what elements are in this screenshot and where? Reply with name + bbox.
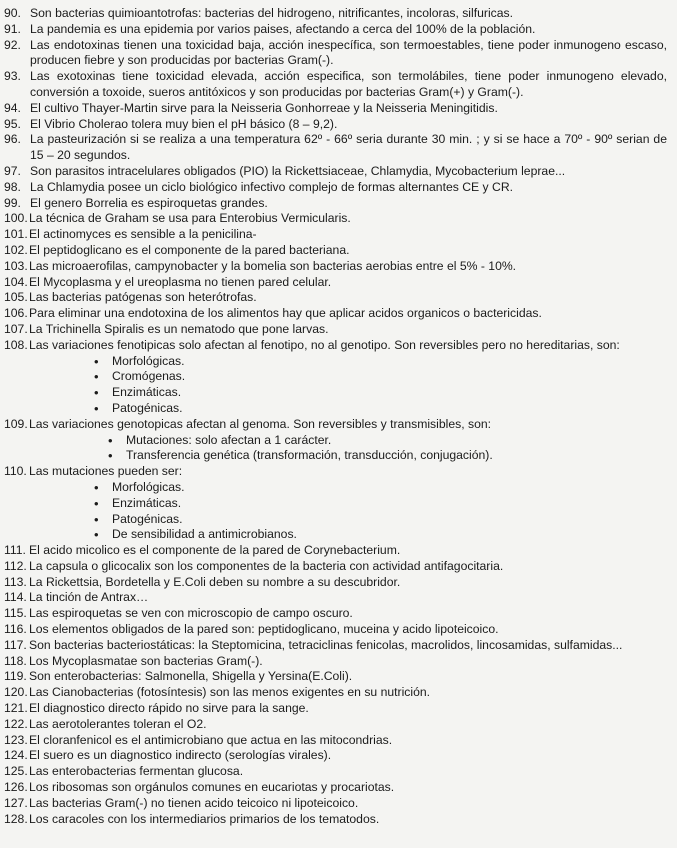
list-item [4, 622, 667, 638]
item-text: El Mycoplasma y el ureoplasma no tienen pared celular. [29, 274, 332, 289]
list-item [4, 322, 667, 338]
sub-list-item: • Cromógenas. [94, 369, 667, 385]
list-item [4, 575, 667, 591]
item-text: Las exotoxinas tiene toxicidad elevada, acción especifica, son termolábiles, tiene poder inmunogeno elevado, conversión a toxoide, sueros antitóxicos y son producidas por bacterias Gram(+) y Gram(-). [30, 69, 667, 99]
sub-list-item: • Enzimáticas. [94, 496, 667, 512]
item-number: 125. [4, 764, 28, 779]
item-text: El peptidoglicano es el componente de la pared bacteriana. [29, 242, 350, 257]
list-item [4, 733, 667, 749]
item-text: Los elementos obligados de la pared son: peptidoglicano, muceina y acido lipoteicoico. [29, 622, 499, 637]
item-number: 121. [4, 701, 28, 716]
item-text: La Chlamydia posee un ciclo biológico infectivo complejo de formas alternantes CE y CR. [30, 179, 514, 194]
item-number: 104. [4, 274, 28, 289]
item-number: 102. [4, 242, 28, 257]
item-number: 110. [4, 464, 27, 479]
list-item [4, 117, 667, 133]
item-number: 106. [4, 306, 28, 321]
list-item [4, 590, 667, 606]
item-text: La Trichinella Spiralis es un nematodo que pone larvas. [29, 321, 329, 336]
list-item [4, 764, 667, 780]
item-text: El cloranfenicol es el antimicrobiano que actua en las mitocondrias. [29, 732, 393, 747]
list-item [4, 464, 667, 480]
item-number: 113. [4, 574, 27, 589]
list-item [4, 101, 667, 117]
list-item [4, 196, 667, 212]
list-item [4, 211, 667, 227]
item-number: 107. [4, 321, 28, 336]
list-item [4, 132, 667, 164]
item-text: Las espiroquetas se ven con microscopio de campo oscuro. [29, 606, 353, 621]
item-text: La Rickettsia, Bordetella y E.Coli deben su nombre a su descubridor. [29, 574, 401, 589]
item-text: El acido micolico es el componente de la pared de Corynebacterium. [29, 543, 401, 558]
list-item [4, 638, 667, 654]
list-item [4, 22, 667, 38]
item-text: Son parasitos intracelulares obligados (PIO) la Rickettsiaceae, Chlamydia, Mycobacterium leprae... [30, 163, 566, 178]
item-number: 109. [4, 416, 28, 431]
item-text: La pasteurización si se realiza a una temperatura 62º - 66º seria durante 30 min. ; y si se hace a 70º - 90º serian de 15 – 20 segundos. [30, 132, 667, 163]
list-item [4, 417, 667, 433]
list-item [4, 38, 667, 70]
item-text: Las bacterias Gram(-) no tienen acido teicoico ni lipoteicoico. [29, 795, 359, 810]
list-item [4, 796, 667, 812]
item-text: Las Cianobacterias (fotosíntesis) son las menos exigentes en su nutrición. [29, 685, 431, 700]
item-number: 122. [4, 716, 28, 731]
item-number: 128. [4, 811, 28, 826]
numbered-list [4, 6, 667, 827]
item-text: Las microaerofilas, campynobacter y la bomelia son bacterias aerobias entre el 5% - 10%. [29, 258, 517, 273]
item-text: La capsula o glicocalix son los componentes de la bacteria con actividad antifagocitaria. [29, 558, 504, 573]
list-item [4, 259, 667, 275]
item-text: Para eliminar una endotoxina de los alimentos hay que aplicar acidos organicos o bactericidas. [29, 306, 542, 321]
item-text: El Vibrio Cholerao tolera muy bien el pH básico (8 – 9,2). [30, 116, 338, 131]
item-text: El genero Borrelia es espiroquetas grandes. [30, 195, 268, 210]
list-item [4, 669, 667, 685]
item-number: 115. [4, 606, 27, 621]
item-number: 123. [4, 732, 28, 747]
item-number: 90. [4, 6, 21, 20]
list-item [4, 6, 667, 22]
list-item [4, 701, 667, 717]
item-text: La tinción de Antrax… [29, 590, 149, 605]
item-text: Las bacterias patógenas son heterótrofas. [29, 290, 257, 305]
item-text: Las mutaciones pueden ser: [29, 464, 183, 479]
list-item [4, 306, 667, 322]
item-number: 101. [4, 227, 28, 242]
item-number: 100. [4, 211, 28, 226]
item-text: La técnica de Graham se usa para Enterobius Vermicularis. [29, 211, 351, 226]
list-item [4, 606, 667, 622]
list-item [4, 748, 667, 764]
item-number: 120. [4, 685, 28, 700]
item-number: 117. [4, 637, 27, 652]
item-number: 119. [4, 669, 27, 684]
list-item [4, 685, 667, 701]
list-item [4, 717, 667, 733]
item-text: El actinomyces es sensible a la penicilina- [29, 227, 257, 242]
list-item [4, 290, 667, 306]
item-text: Son bacterias quimioantotrofas: bacterias del hidrogeno, nitrificantes, incoloras, silfuricas. [30, 6, 514, 20]
sub-list-item: • Mutaciones: solo afectan a 1 carácter. [108, 433, 667, 449]
item-number: 95. [4, 116, 21, 131]
item-number: 108. [4, 337, 28, 352]
list-item [4, 164, 667, 180]
item-text: Las endotoxinas tienen una toxicidad baja, acción inespecífica, son termoestables, tiene poder inmunogeno escaso, producen fiebre y son producidas por bacterias Gram(-). [30, 37, 667, 68]
list-item [4, 543, 667, 559]
sub-list-item: • Transferencia genética (transformación, transducción, conjugación). [108, 448, 667, 464]
item-number: 105. [4, 290, 28, 305]
item-number: 98. [4, 179, 21, 194]
item-text: Los ribosomas son orgánulos comunes en eucariotas y procariotas. [29, 780, 395, 795]
sub-list-item: • Patogénicas. [94, 401, 667, 417]
item-text: La pandemia es una epidemia por varios paises, afectando a cerca del 100% de la población. [30, 21, 536, 36]
sub-list-item: • Enzimáticas. [94, 385, 667, 401]
item-text: Los Mycoplasmatae son bacterias Gram(-). [29, 653, 263, 668]
item-number: 99. [4, 195, 21, 210]
list-item [4, 654, 667, 670]
list-item [4, 180, 667, 196]
sub-list [4, 433, 667, 465]
item-number: 127. [4, 795, 28, 810]
item-number: 126. [4, 780, 28, 795]
item-text: Son enterobacterias: Salmonella, Shigella y Yersina(E.Coli). [29, 669, 353, 684]
sub-list [4, 480, 667, 543]
item-number: 97. [4, 163, 21, 178]
sub-list [4, 354, 667, 417]
item-number: 112. [4, 558, 27, 573]
item-text: Las variaciones fenotipicas solo afectan al fenotipo, no al genotipo. Son reversibles pero no hereditarias, son: [29, 337, 620, 352]
item-number: 114. [4, 590, 27, 605]
sub-list-item: • Morfológicas. [94, 354, 667, 370]
item-number: 94. [4, 100, 21, 115]
list-item [4, 780, 667, 796]
item-number: 116. [4, 622, 27, 637]
list-item [4, 338, 667, 354]
item-text: Las variaciones genotopicas afectan al genoma. Son reversibles y transmisibles, son: [29, 416, 492, 431]
item-number: 92. [4, 37, 21, 52]
item-number: 93. [4, 69, 21, 84]
item-text: Son bacterias bacteriostáticas: la Steptomicina, tetraciclinas fenicolas, macrolidos, lincosamidas, sulfamidas... [29, 637, 623, 652]
item-number: 124. [4, 748, 28, 763]
sub-list-item: • De sensibilidad a antimicrobianos. [94, 527, 667, 543]
item-number: 96. [4, 132, 21, 147]
item-number: 118. [4, 653, 27, 668]
item-text: Las enterobacterias fermentan glucosa. [29, 764, 244, 779]
item-text: El cultivo Thayer-Martin sirve para la Neisseria Gonhorreae y la Neisseria Meningitidis. [30, 100, 498, 115]
item-text: Las aerotolerantes toleran el O2. [29, 716, 207, 731]
list-item [4, 227, 667, 243]
item-text: El diagnostico directo rápido no sirve para la sange. [29, 701, 309, 716]
item-number: 111. [4, 543, 26, 558]
bleed-through-text [22, 826, 662, 846]
list-item [4, 559, 667, 575]
item-number: 103. [4, 258, 28, 273]
item-number: 91. [4, 21, 21, 36]
item-text: Los caracoles con los intermediarios primarios de los tematodos. [29, 811, 380, 826]
sub-list-item: • Patogénicas. [94, 512, 667, 528]
list-item [4, 69, 667, 101]
list-item [4, 243, 667, 259]
item-text: El suero es un diagnostico indirecto (serologías virales). [29, 748, 332, 763]
sub-list-item: • Morfológicas. [94, 480, 667, 496]
list-item [4, 275, 667, 291]
